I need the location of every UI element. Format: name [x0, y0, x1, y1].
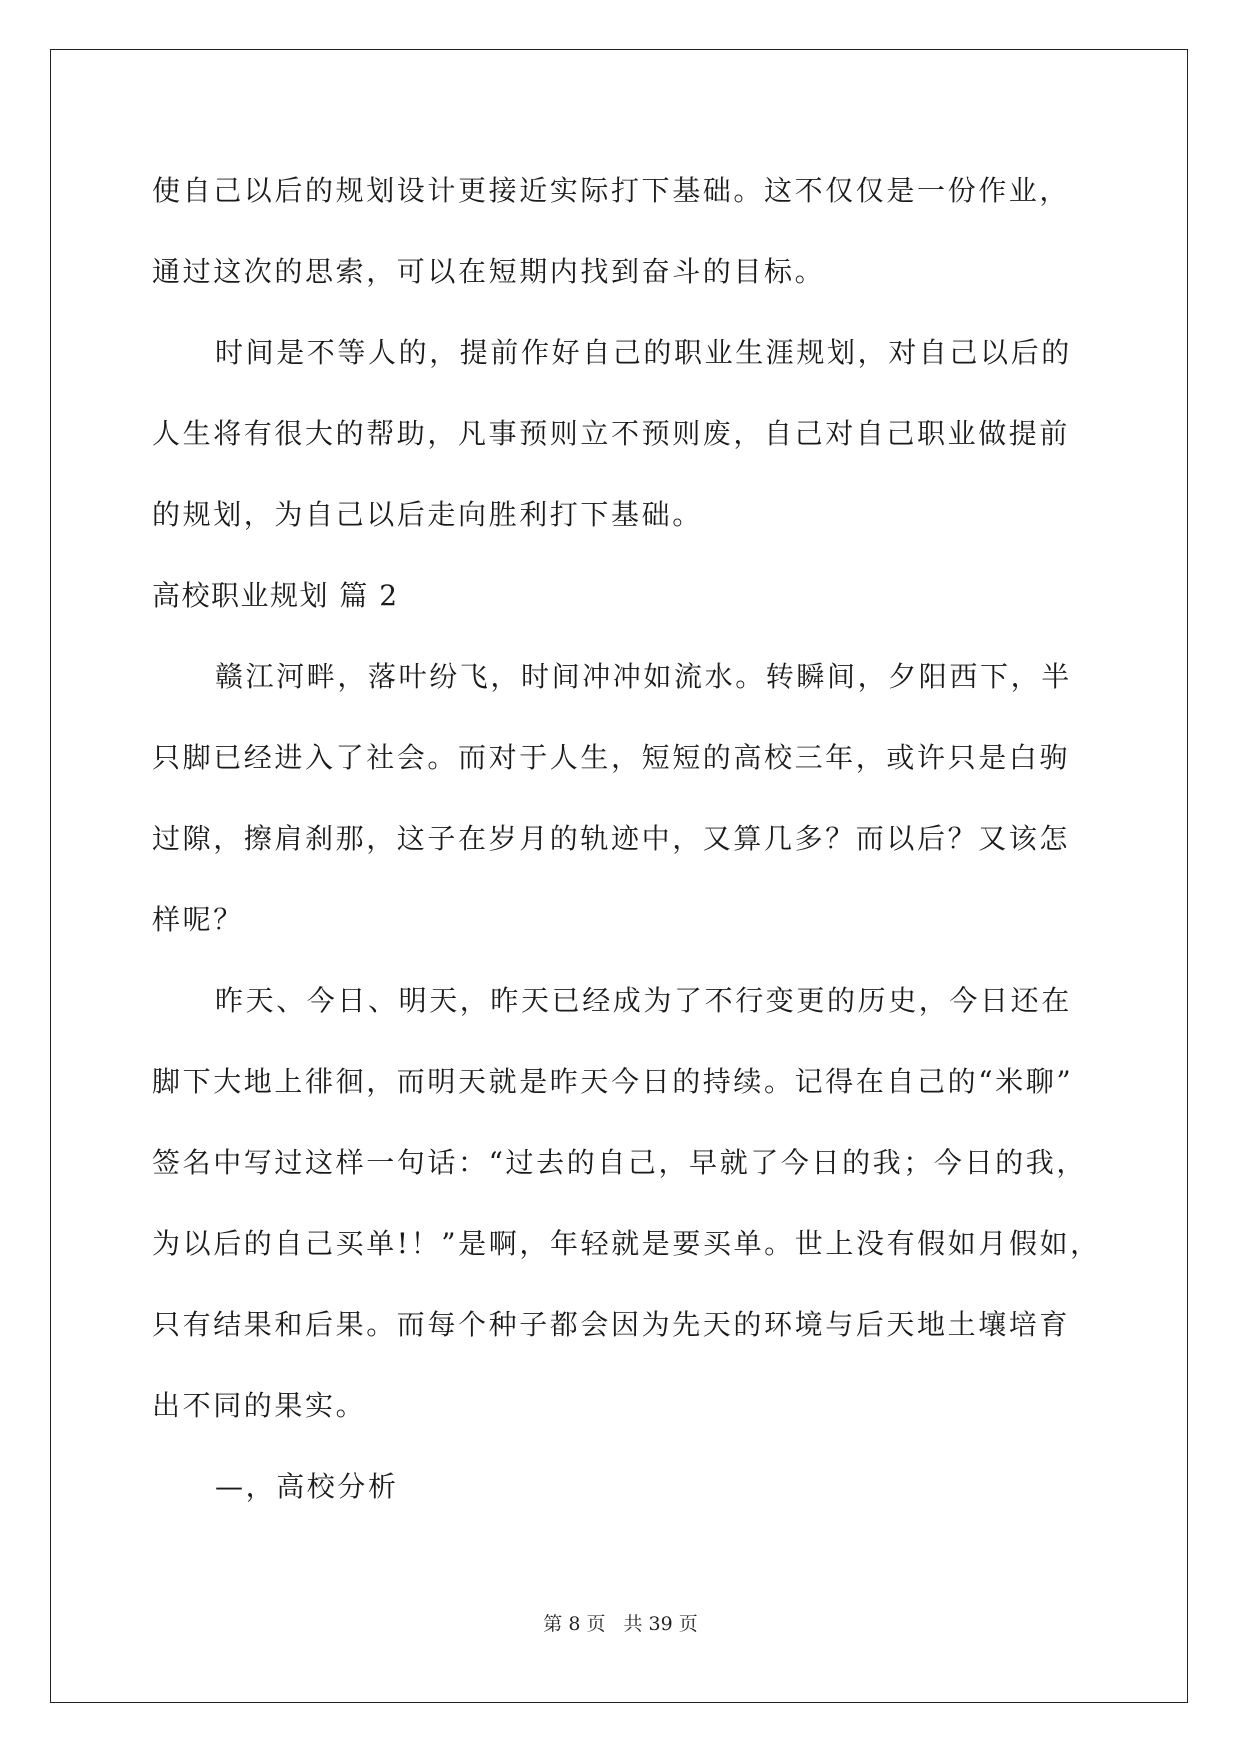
paragraph-line: 只脚已经进入了社会。而对于人生，短短的高校三年，或许只是白驹	[152, 741, 1071, 774]
page-number: 第 8 页	[543, 1613, 606, 1635]
paragraph-line: 为以后的自己买单!！”是啊，年轻就是要买单。世上没有假如月假如，	[152, 1227, 1101, 1260]
paragraph-line: 出不同的果实。	[152, 1389, 367, 1422]
subsection-heading: —，高校分析	[215, 1470, 399, 1503]
paragraph-line: 使自己以后的规划设计更接近实际打下基础。这不仅仅是一份作业，	[152, 174, 1071, 207]
page-footer	[0, 1609, 1241, 1636]
section-heading: 高校职业规划 篇 2	[152, 579, 399, 612]
total-pages: 共 39 页	[623, 1613, 698, 1635]
paragraph-line: 赣江河畔，落叶纷飞，时间冲冲如流水。转瞬间，夕阳西下，半	[215, 660, 1072, 693]
paragraph-line: 人生将有很大的帮助，凡事预则立不预则废，自己对自己职业做提前	[152, 417, 1071, 450]
document-body	[152, 150, 1101, 1527]
paragraph-line: 通过这次的思索，可以在短期内找到奋斗的目标。	[152, 255, 826, 288]
paragraph-line: 昨天、今日、明天，昨天已经成为了不行变更的历史，今日还在	[215, 984, 1072, 1017]
paragraph-line: 的规划，为自己以后走向胜利打下基础。	[152, 498, 703, 531]
paragraph-line: 签名中写过这样一句话：“过去的自己，早就了今日的我；今日的我，	[152, 1146, 1087, 1179]
paragraph-line: 脚下大地上徘徊，而明天就是昨天今日的持续。记得在自己的“米聊”	[152, 1065, 1074, 1098]
paragraph-line: 样呢？	[152, 903, 244, 936]
paragraph-line: 过隙，擦肩刹那，这子在岁月的轨迹中，又算几多？而以后？又该怎	[152, 822, 1071, 855]
paragraph-line: 时间是不等人的，提前作好自己的职业生涯规划，对自己以后的	[215, 336, 1072, 369]
paragraph-line: 只有结果和后果。而每个种子都会因为先天的环境与后天地土壤培育	[152, 1308, 1071, 1341]
